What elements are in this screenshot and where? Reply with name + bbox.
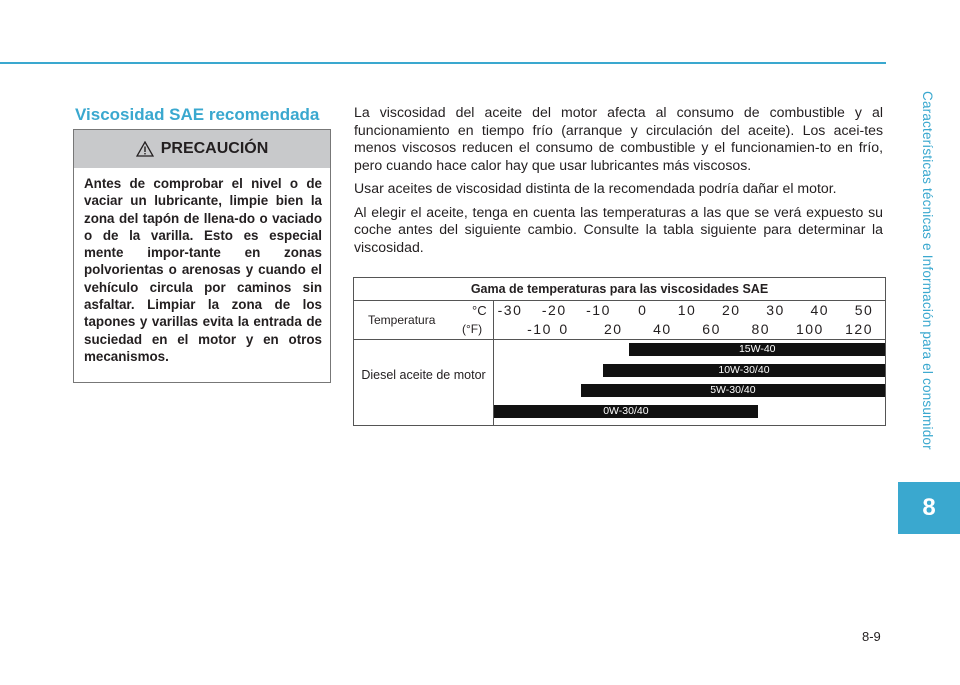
paragraph: La viscosidad del aceite del motor afecta al consumo de combustible y al funcionamiento en tiempo frío (arranque y circulación del aceite). Los acei-tes menos viscosos reducen el consumo de combustible y el funcionamien-to en frío, pero cuando hace calor hay que usar lubricantes más viscosos. (354, 104, 883, 173)
chapter-side-title: Características técnicas e Información para el consumidor (920, 90, 935, 450)
viscosity-grade-bar: 10W-30/40 (603, 364, 885, 377)
table-title: Gama de temperaturas para las viscosidades SAE (354, 278, 885, 301)
sae-viscosity-table (353, 277, 886, 426)
fahrenheit-tick: 120 (845, 321, 874, 337)
top-rule (0, 62, 886, 64)
warning-triangle-icon (136, 141, 154, 157)
fahrenheit-tick: 20 (603, 321, 623, 337)
fahrenheit-tick: 60 (702, 321, 721, 337)
paragraph: Al elegir el aceite, tenga en cuenta las temperaturas a las que se verá expuesto su coche antes del siguiente cambio. Consulte la tabla siguiente para determinar la viscosidad. (354, 203, 883, 255)
celsius-tick: 30 (766, 302, 785, 318)
paragraph: Usar aceites de viscosidad distinta de la recomendada podría dañar el motor. (354, 180, 837, 196)
fahrenheit-tick: 0 (559, 321, 569, 337)
celsius-unit: °C (472, 303, 487, 318)
temperature-row (354, 301, 885, 340)
fahrenheit-tick: 80 (751, 321, 771, 337)
caution-text: Antes de comprobar el nivel o de vaciar un lubricante, limpie bien la zona del tapón de llena-do o vaciado o de la varilla. Esto es especial mente impor-tante en zonas polvorientas o arenosas y cuando el vehículo circula por caminos sin asfaltar. Limpiar la zona de los tapones y varillas evita la entrada de suciedad en el motor y en otros mecanismos. (84, 176, 322, 364)
fahrenheit-tick: 100 (795, 321, 824, 337)
celsius-tick: -30 (497, 302, 523, 318)
fahrenheit-unit: (°F) (462, 322, 483, 336)
celsius-tick: 50 (854, 302, 874, 318)
caution-box (73, 129, 331, 383)
celsius-tick: 40 (810, 302, 830, 318)
section-title: Viscosidad SAE recomendada (75, 105, 320, 124)
caution-header (74, 130, 330, 168)
fahrenheit-tick: 40 (653, 321, 672, 337)
celsius-scale (494, 302, 885, 319)
temperature-label: Temperatura (368, 313, 436, 327)
viscosity-grade-bar: 5W-30/40 (581, 384, 885, 397)
fahrenheit-tick: -10 (527, 321, 552, 337)
viscosity-grade-bar: 15W-40 (629, 343, 885, 356)
celsius-tick: 20 (721, 302, 741, 318)
celsius-tick: -10 (586, 302, 611, 318)
diesel-oil-label: Diesel aceite de motor (361, 368, 486, 382)
viscosity-grade-bar: 0W-30/40 (494, 405, 758, 418)
celsius-tick: -20 (541, 302, 567, 318)
page-number: 8-9 (862, 629, 881, 644)
caution-title: PRECAUCIÓN (160, 140, 269, 157)
body-text (354, 104, 883, 262)
fahrenheit-scale (494, 321, 885, 338)
chapter-tab: 8 (898, 482, 960, 534)
celsius-tick: 10 (677, 302, 697, 318)
celsius-tick: 0 (638, 302, 648, 318)
